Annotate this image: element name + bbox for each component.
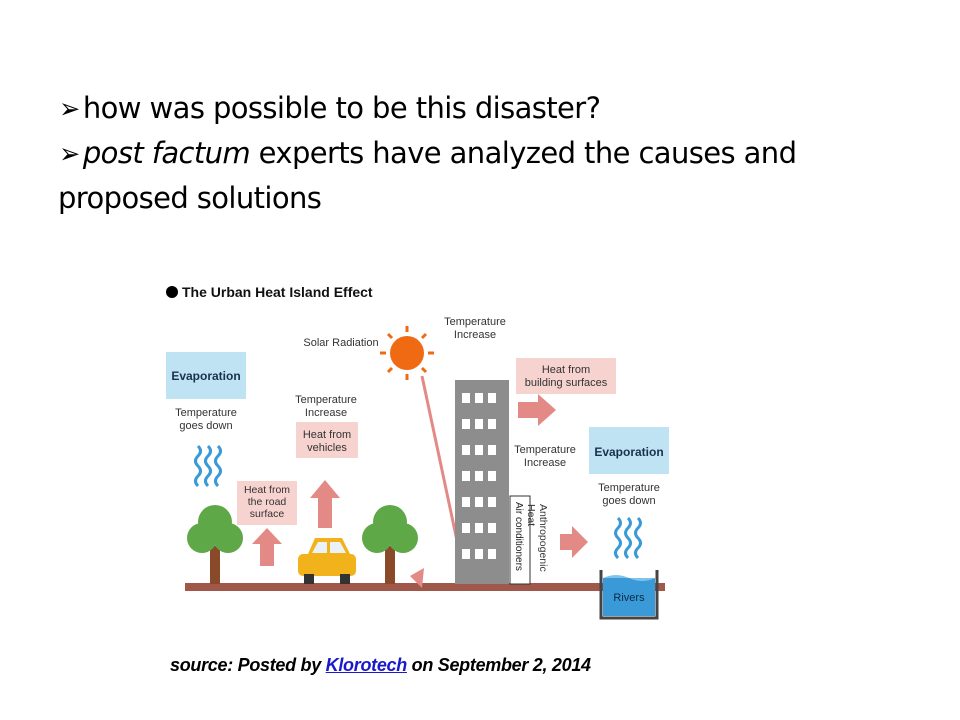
heat-vehicles-1: Heat from	[302, 429, 352, 441]
anthropogenic-1: Anthropogenic	[537, 504, 549, 572]
heat-vehicles-2: vehicles	[307, 442, 347, 454]
temp-increase-mid-2: Increase	[523, 457, 567, 469]
building	[455, 380, 509, 584]
source-link[interactable]: Klorotech	[325, 655, 407, 675]
car-icon	[298, 538, 356, 584]
tree-right-icon	[362, 505, 418, 584]
heat-road-2: the road	[247, 496, 287, 508]
heat-road-1: Heat from	[243, 484, 291, 496]
building-heat-arrow-icon	[518, 394, 556, 426]
bullet-2	[58, 131, 918, 176]
rivers-label: Rivers	[613, 592, 645, 604]
title-bullet-icon	[166, 286, 178, 298]
bullet-1	[58, 86, 918, 131]
temp-down-right-2: goes down	[602, 495, 656, 507]
vapor-waves-left-icon	[196, 446, 221, 486]
temp-increase-top-2: Increase	[453, 329, 497, 341]
source-suffix: on September 2, 2014	[406, 655, 591, 675]
bullet-2-continuation: proposed solutions	[58, 181, 322, 215]
temp-increase-vehicles-1: Temperature	[295, 394, 357, 406]
temp-down-right-1: Temperature	[598, 482, 660, 494]
heat-road-3: surface	[249, 508, 285, 520]
sun-icon	[380, 326, 434, 380]
source-caption	[170, 655, 591, 676]
bullet-2-text: experts have analyzed the causes and	[250, 136, 797, 170]
bullet-1-text: how was possible to be this disaster?	[82, 91, 601, 125]
temp-increase-mid-1: Temperature	[514, 444, 576, 456]
ground	[185, 583, 665, 591]
vapor-waves-right-icon	[616, 518, 641, 558]
urban-heat-island-diagram	[160, 276, 670, 626]
bullet-list	[58, 86, 918, 221]
tree-left-icon	[187, 505, 243, 584]
solar-radiation-label: Solar Radiation	[303, 337, 379, 349]
evaporation-label-right: Evaporation	[594, 445, 664, 459]
air-conditioners-label: Air conditioners	[513, 502, 524, 571]
anthropogenic-2: Heat	[525, 504, 537, 527]
evaporation-label-left: Evaporation	[171, 369, 241, 383]
temp-increase-top-1: Temperature	[444, 316, 506, 328]
heat-building-2: building surfaces	[524, 377, 608, 389]
temp-down-left-1: Temperature	[175, 407, 237, 419]
figure-title: The Urban Heat Island Effect	[182, 284, 373, 300]
vehicle-heat-arrow-icon	[310, 480, 340, 528]
temp-down-left-2: goes down	[179, 420, 233, 432]
bullet-2-italic: post factum	[82, 136, 251, 170]
anthropogenic-arrow-icon	[560, 526, 588, 558]
heat-building-1: Heat from	[541, 364, 591, 376]
arrow-bullet-icon: ➢	[59, 92, 80, 125]
road-heat-arrow-icon	[252, 528, 282, 566]
source-prefix: source: Posted by	[170, 655, 326, 675]
arrow-bullet-icon: ➢	[59, 137, 80, 170]
temp-increase-vehicles-2: Increase	[304, 407, 348, 419]
